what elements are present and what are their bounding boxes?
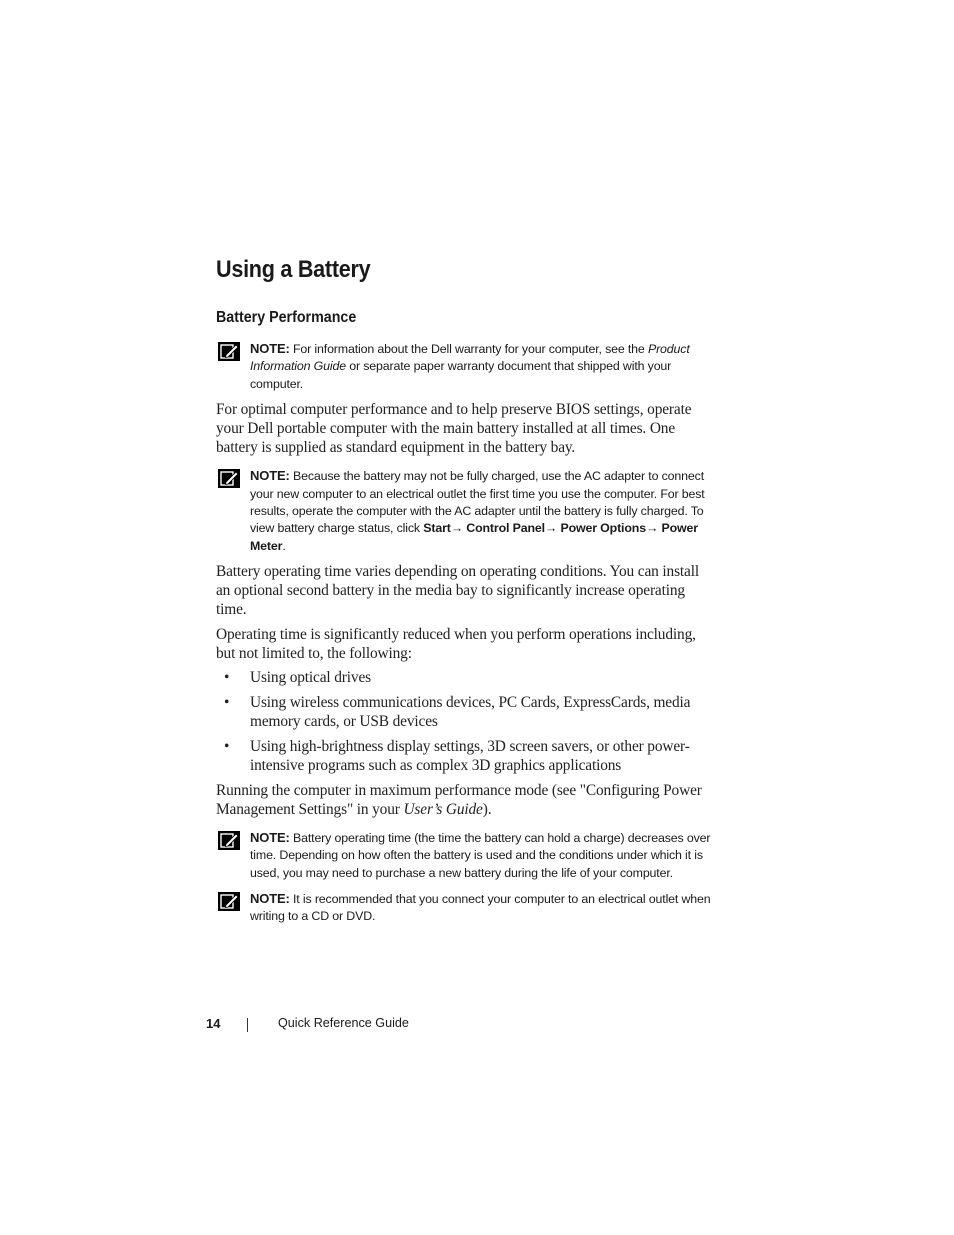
page-title: Using a Battery xyxy=(216,256,371,283)
paragraph-reduced-time: Operating time is significantly reduced when you perform operations including, but not limited to, the following: xyxy=(216,626,696,663)
paragraph-text: Running the computer in maximum performance mode (see "Configuring Power Management Settings" in your xyxy=(216,781,702,818)
menu-path-start: Start xyxy=(423,521,451,536)
note-end: . xyxy=(282,538,286,553)
note-text: Because the battery may not be fully charged, use the AC adapter to connect your new computer to an electrical outlet the first time you use the computer. For best results, operate the computer with the AC adapter until the battery is fully charged. To view battery charge status, click xyxy=(250,469,705,536)
bullet-list xyxy=(216,668,716,776)
footer-separator xyxy=(247,1018,248,1032)
list-item-text: Using wireless communications devices, PC Cards, ExpressCards, media memory cards, or USB devices xyxy=(250,693,691,731)
pencil-note-icon xyxy=(218,342,240,361)
menu-path-power-options: Power Options xyxy=(560,521,646,536)
note-text: For information about the Dell warranty for your computer, see the xyxy=(293,342,648,356)
footer-doc-title: Quick Reference Guide xyxy=(278,1016,409,1030)
bullet: • xyxy=(224,737,230,755)
list-item xyxy=(216,668,716,688)
bullet: • xyxy=(224,693,230,711)
arrow: → xyxy=(450,521,463,536)
bullet: • xyxy=(224,669,230,687)
note-label: NOTE: xyxy=(250,890,290,906)
pencil-note-icon xyxy=(218,831,240,850)
paragraph-operating-time: Battery operating time varies depending on operating conditions. You can install an optional second battery in the media bay to significantly increase operating time. xyxy=(216,563,699,619)
note-warranty xyxy=(216,340,716,393)
note-charge xyxy=(216,467,716,555)
list-item xyxy=(216,693,716,732)
users-guide-ref: User’s Guide xyxy=(403,800,483,818)
note-label: NOTE: xyxy=(250,341,290,356)
menu-path-control-panel: Control Panel xyxy=(466,521,545,536)
list-item xyxy=(216,737,716,776)
page-number: 14 xyxy=(206,1016,221,1031)
pencil-note-icon xyxy=(218,469,240,488)
note-text: It is recommended that you connect your computer to an electrical outlet when writing to a CD or DVD. xyxy=(250,891,711,924)
note-text: or separate paper warranty document that shipped with your computer. xyxy=(250,359,672,391)
section-heading: Battery Performance xyxy=(216,309,357,326)
list-item-text: Using optical drives xyxy=(250,669,371,687)
arrow: → xyxy=(645,521,659,536)
paragraph-text: ). xyxy=(482,800,492,818)
pencil-note-icon xyxy=(218,892,240,911)
note-battery-life xyxy=(216,829,716,882)
note-label: NOTE: xyxy=(250,468,290,484)
note-cd-dvd xyxy=(216,890,716,926)
page-content xyxy=(216,256,716,926)
list-item-text: Using high-brightness display settings, 3D screen savers, or other power-intensive programs such as complex 3D graphics applications xyxy=(250,737,690,775)
note-text: Battery operating time (the time the battery can hold a charge) decreases over time. Depending on how often the battery is used and the conditions under which it is used, you may need to purchase a new battery during the life of your computer. xyxy=(250,830,711,880)
note-italic-ref: Product Information Guide xyxy=(250,342,690,374)
menu-path-power-meter: Power Meter xyxy=(250,521,698,553)
paragraph-optimal-performance: For optimal computer performance and to help preserve BIOS settings, operate your Dell portable computer with the main battery installed at all times. One battery is supplied as standard equipment in the battery bay. xyxy=(216,401,692,457)
paragraph-max-performance xyxy=(216,781,716,819)
arrow: → xyxy=(544,521,558,536)
note-label: NOTE: xyxy=(250,829,290,845)
